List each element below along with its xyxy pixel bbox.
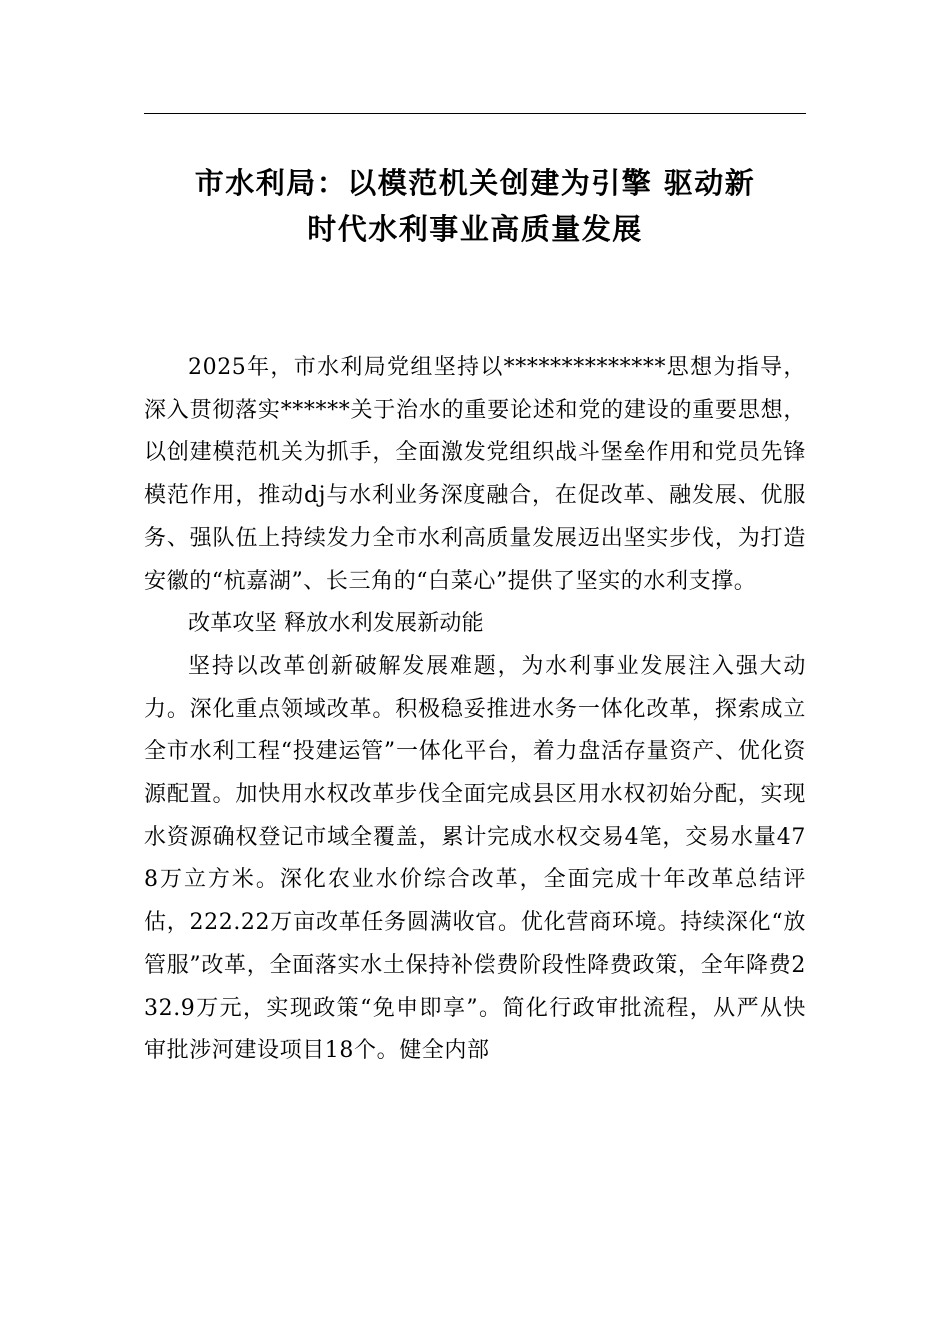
document-body: [144, 347, 806, 1073]
section-paragraph: 坚持以改革创新破解发展难题，为水利事业发展注入强大动力。深化重点领域改革。积极稳妥推进水务一体化改革，探索成立全市水利工程“投建运管”一体化平台，着力盘活存量资产、优化资源配置。加快用水权改革步伐全面完成县区用水权初始分配，实现水资源确权登记市域全覆盖，累计完成水权交易4笔，交易水量478万立方米。深化农业水价综合改革，全面完成十年改革总结评估，222.22万亩改革任务圆满收官。优化营商环境。持续深化“放管服”改革，全面落实水土保持补偿费阶段性降费政策，全年降费232.9万元，实现政策“免申即享”。简化行政审批流程，从严从快审批涉河建设项目18个。健全内部: [144, 653, 806, 1064]
section-heading: 改革攻坚 释放水利发展新动能: [188, 611, 484, 637]
intro-paragraph: 2025年，市水利局党组坚持以**************思想为指导，深入贯彻落实******关于治水的重要论述和党的建设的重要思想，以创建模范机关为抓手，全面激发党组织战斗堡垒作用和党员先锋模范作用，推动dj与水利业务深度融合，在促改革、融发展、优服务、强队伍上持续发力全市水利高质量发展迈出坚实步伐，为打造安徽的“杭嘉湖”、长三角的“白菜心”提供了坚实的水利支撑。: [144, 355, 806, 594]
title-line-1: 市水利局：以模范机关创建为引擎 驱动新: [194, 166, 756, 200]
header-rule: [144, 113, 806, 114]
document-title: [144, 160, 806, 252]
title-line-2: 时代水利事业高质量发展: [307, 212, 643, 246]
